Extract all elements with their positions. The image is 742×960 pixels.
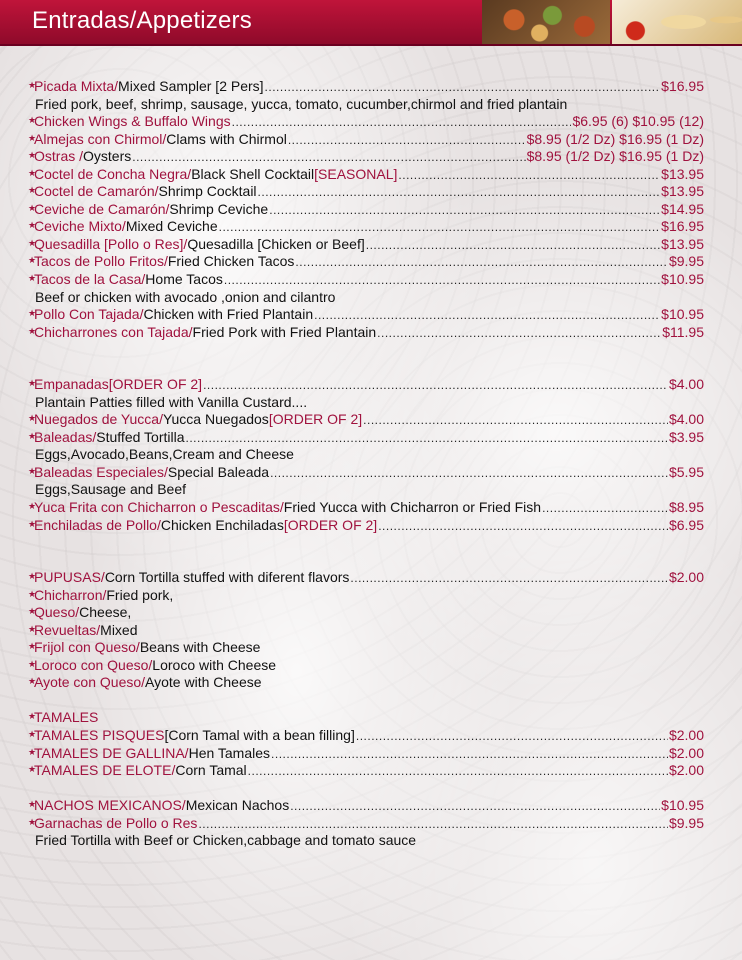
menu-item bbox=[28, 464, 704, 482]
section-spacer bbox=[28, 534, 704, 569]
item-spanish-name: TAMALES DE GALLINA/ bbox=[34, 744, 189, 761]
item-english-name: Shrimp Ceviche bbox=[169, 200, 269, 217]
dot-leader bbox=[269, 202, 660, 220]
menu-item bbox=[28, 78, 704, 96]
item-english-name: Stuffed Tortilla bbox=[96, 428, 185, 445]
item-price: $6.95 (6) $10.95 (12) bbox=[572, 113, 704, 130]
page-title: Entradas/Appetizers bbox=[32, 7, 252, 34]
dot-leader bbox=[186, 430, 668, 448]
item-english-name: Home Tacos bbox=[145, 271, 223, 288]
section-spacer bbox=[28, 780, 704, 798]
menu-header bbox=[0, 0, 742, 46]
item-price: $16.95 bbox=[661, 78, 704, 94]
item-description: Beef or chicken with avocado ,onion and cilantro bbox=[35, 288, 336, 305]
item-spanish-name: Chicharrones con Tajada/ bbox=[34, 323, 193, 340]
item-english-name: Cheese, bbox=[79, 604, 132, 621]
star-icon: ★ bbox=[28, 571, 37, 582]
menu-item bbox=[28, 499, 704, 517]
item-spanish-name: Frijol con Queso/ bbox=[34, 639, 140, 656]
star-icon: ★ bbox=[28, 80, 37, 90]
star-icon: ★ bbox=[28, 764, 37, 775]
item-english-name: Loroco with Cheese bbox=[152, 656, 277, 673]
item-english-name: Fried Pork with Fried Plantain bbox=[192, 323, 377, 340]
item-price: $16.95 bbox=[661, 218, 704, 235]
item-english-name: Black Shell Cocktail bbox=[191, 165, 315, 182]
item-price: $6.95 bbox=[668, 516, 704, 533]
star-icon: ★ bbox=[28, 220, 37, 231]
item-spanish-name: Garnachas de Pollo o Res bbox=[34, 814, 198, 831]
item-english-name: Yucca Nuegados bbox=[162, 411, 269, 428]
item-english-name: Chicken Enchiladas bbox=[160, 516, 284, 533]
item-note: [ORDER OF 2] bbox=[268, 411, 363, 428]
item-price: $8.95 (1/2 Dz) $16.95 (1 Dz) bbox=[526, 148, 704, 165]
star-icon: ★ bbox=[28, 711, 37, 722]
item-english-name: Corn Tamal bbox=[175, 762, 247, 779]
item-english-name: Hen Tamales bbox=[188, 744, 271, 761]
star-icon: ★ bbox=[28, 255, 37, 266]
item-spanish-name: Empanadas bbox=[34, 376, 109, 393]
star-icon: ★ bbox=[28, 501, 37, 512]
dot-leader bbox=[270, 465, 668, 483]
menu-item bbox=[28, 657, 704, 675]
dot-leader bbox=[356, 728, 668, 746]
star-icon: ★ bbox=[28, 202, 37, 213]
item-spanish-name: Loroco con Queso/ bbox=[34, 656, 153, 673]
menu-item bbox=[28, 166, 704, 184]
dot-leader bbox=[542, 500, 668, 518]
menu-item bbox=[28, 324, 704, 342]
dot-leader bbox=[314, 307, 660, 325]
item-spanish-name: Enchiladas de Pollo/ bbox=[34, 516, 161, 533]
item-english-name: Beans with Cheese bbox=[139, 639, 261, 656]
star-icon: ★ bbox=[28, 273, 37, 284]
dot-leader bbox=[132, 149, 525, 167]
star-icon: ★ bbox=[28, 676, 37, 687]
item-note: [ORDER OF 2] bbox=[283, 516, 378, 533]
item-spanish-name: Ayote con Queso/ bbox=[34, 674, 146, 691]
appetizer-platter-photo bbox=[482, 0, 610, 44]
menu-item bbox=[28, 709, 704, 727]
menu-item bbox=[28, 674, 704, 692]
item-spanish-name: Baleadas/ bbox=[34, 428, 97, 445]
item-spanish-name: Ceviche Mixto/ bbox=[34, 218, 126, 235]
dot-leader bbox=[224, 272, 660, 290]
dot-leader bbox=[350, 570, 668, 588]
star-icon: ★ bbox=[28, 799, 37, 810]
menu-list bbox=[28, 78, 704, 850]
dot-leader bbox=[366, 237, 660, 255]
star-icon: ★ bbox=[28, 658, 37, 669]
item-spanish-name: Chicken Wings & Buffalo Wings bbox=[34, 113, 231, 130]
item-price: $9.95 bbox=[668, 814, 704, 831]
item-spanish-name: Nuegados de Yucca/ bbox=[34, 411, 163, 428]
star-icon: ★ bbox=[28, 308, 37, 319]
star-icon: ★ bbox=[28, 465, 37, 476]
item-description: Fried Tortilla with Beef or Chicken,cabbage and tomato sauce bbox=[35, 832, 417, 849]
star-icon: ★ bbox=[28, 115, 37, 126]
star-icon: ★ bbox=[28, 430, 37, 441]
dot-leader bbox=[258, 184, 661, 202]
menu-item bbox=[28, 815, 704, 833]
item-english-name: Corn Tortilla stuffed with diferent flavors bbox=[104, 569, 350, 586]
star-icon: ★ bbox=[28, 641, 37, 652]
item-spanish-name: Picada Mixta/ bbox=[34, 78, 119, 94]
menu-item bbox=[28, 218, 704, 236]
pupusa-plate-photo bbox=[612, 0, 742, 44]
menu-item bbox=[28, 113, 704, 131]
item-spanish-name: Almejas con Chirmol/ bbox=[34, 130, 167, 147]
menu-item bbox=[28, 271, 704, 289]
star-icon: ★ bbox=[28, 378, 37, 389]
dot-leader bbox=[363, 412, 668, 430]
item-spanish-name: Revueltas/ bbox=[34, 621, 101, 638]
item-description: Eggs,Avocado,Beans,Cream and Cheese bbox=[35, 446, 294, 463]
item-price: $10.95 bbox=[661, 797, 704, 814]
item-price: $4.00 bbox=[668, 411, 704, 428]
star-icon: ★ bbox=[28, 746, 37, 757]
item-price: $10.95 bbox=[661, 306, 704, 323]
item-price: $5.95 bbox=[668, 463, 704, 480]
item-description: Plantain Patties filled with Vanilla Custard.... bbox=[35, 393, 308, 410]
item-spanish-name: Queso/ bbox=[34, 604, 80, 621]
item-spanish-name: Tacos de la Casa/ bbox=[34, 271, 146, 288]
star-icon: ★ bbox=[28, 518, 37, 529]
item-spanish-name: Coctel de Camarón/ bbox=[34, 183, 159, 200]
item-price: $9.95 bbox=[668, 253, 704, 270]
dot-leader bbox=[295, 254, 668, 272]
item-spanish-name: TAMALES PISQUES bbox=[34, 727, 165, 743]
menu-item bbox=[28, 587, 704, 605]
menu-item bbox=[28, 148, 704, 166]
item-price: $8.95 (1/2 Dz) $16.95 (1 Dz) bbox=[526, 130, 704, 147]
item-spanish-name: PUPUSAS/ bbox=[34, 569, 105, 586]
dot-leader bbox=[271, 746, 668, 764]
item-spanish-name: NACHOS MEXICANOS/ bbox=[34, 797, 186, 814]
item-description: Fried pork, beef, shrimp, sausage, yucca, tomato, cucumber,chirmol and fried plantain bbox=[35, 95, 568, 112]
item-price: $2.00 bbox=[668, 569, 704, 586]
dot-leader bbox=[290, 798, 660, 816]
item-spanish-name: Quesadilla [Pollo o Res]/ bbox=[34, 235, 188, 252]
item-english-name: Fried Chicken Tacos bbox=[167, 253, 295, 270]
star-icon: ★ bbox=[28, 606, 37, 617]
item-price: $10.95 bbox=[661, 271, 704, 288]
item-english-name: Mexican Nachos bbox=[185, 797, 290, 814]
star-icon: ★ bbox=[28, 132, 37, 143]
item-english-name: Mixed Sampler [2 Pers] bbox=[118, 78, 264, 94]
item-spanish-name: Ostras / bbox=[34, 148, 84, 165]
star-icon: ★ bbox=[28, 325, 37, 336]
dot-leader bbox=[398, 167, 660, 185]
menu-item bbox=[28, 639, 704, 657]
item-spanish-name: Baleadas Especiales/ bbox=[34, 463, 168, 480]
item-english-name: [Corn Tamal with a bean filling] bbox=[164, 727, 355, 743]
item-price: $13.95 bbox=[661, 235, 704, 252]
item-price: $2.00 bbox=[668, 727, 704, 743]
item-description: Eggs,Sausage and Beef bbox=[35, 481, 187, 498]
star-icon: ★ bbox=[28, 816, 37, 827]
dot-leader bbox=[198, 816, 668, 834]
item-english-name: Mixed bbox=[100, 621, 138, 638]
item-note: [SEASONAL] bbox=[314, 165, 398, 182]
star-icon: ★ bbox=[28, 185, 37, 196]
item-price: $2.00 bbox=[668, 762, 704, 779]
item-spanish-name: Ceviche de Camarón/ bbox=[34, 200, 170, 217]
star-icon: ★ bbox=[28, 150, 37, 161]
item-english-name: Quesadilla [Chicken or Beef] bbox=[187, 235, 365, 252]
item-english-name: Clams with Chirmol bbox=[166, 130, 287, 147]
item-price: $13.95 bbox=[661, 165, 704, 182]
item-price: $2.00 bbox=[668, 744, 704, 761]
menu-item bbox=[28, 604, 704, 622]
item-english-name: Fried pork, bbox=[106, 586, 174, 603]
section-spacer bbox=[28, 692, 704, 710]
menu-item bbox=[28, 183, 704, 201]
star-icon: ★ bbox=[28, 413, 37, 424]
dot-leader bbox=[378, 518, 668, 536]
item-english-name: Ayote with Cheese bbox=[145, 674, 262, 691]
item-english-name: Mixed Ceviche bbox=[125, 218, 218, 235]
star-icon: ★ bbox=[28, 588, 37, 599]
menu-item bbox=[28, 797, 704, 815]
menu-item bbox=[28, 236, 704, 254]
menu-item bbox=[28, 253, 704, 271]
item-english-name: Special Baleada bbox=[167, 463, 270, 480]
item-price: $3.95 bbox=[668, 428, 704, 445]
item-english-name: Fried Yucca with Chicharron or Fried Fish bbox=[283, 499, 542, 516]
item-spanish-name: TAMALES bbox=[34, 709, 99, 726]
item-spanish-name: Tacos de Pollo Fritos/ bbox=[34, 253, 168, 270]
item-spanish-name: TAMALES DE ELOTE/ bbox=[34, 762, 176, 779]
dot-leader bbox=[265, 79, 661, 97]
menu-item bbox=[28, 517, 704, 535]
item-price: $14.95 bbox=[661, 200, 704, 217]
menu-item bbox=[28, 201, 704, 219]
menu-item bbox=[28, 429, 704, 447]
item-note: [ORDER OF 2] bbox=[108, 376, 203, 393]
dot-leader bbox=[219, 219, 661, 237]
menu-item bbox=[28, 762, 704, 780]
menu-item bbox=[28, 622, 704, 640]
menu-item bbox=[28, 411, 704, 429]
menu-item bbox=[28, 569, 704, 587]
item-spanish-name: Yuca Frita con Chicharron o Pescaditas/ bbox=[34, 499, 284, 516]
star-icon: ★ bbox=[28, 623, 37, 634]
item-price: $11.95 bbox=[662, 323, 704, 340]
item-price: $4.00 bbox=[668, 376, 704, 393]
dot-leader bbox=[288, 132, 526, 150]
item-spanish-name: Chicharron/ bbox=[34, 586, 107, 603]
star-icon: ★ bbox=[28, 167, 37, 178]
dot-leader bbox=[232, 114, 572, 132]
item-english-name: Shrimp Cocktail bbox=[158, 183, 257, 200]
menu-item bbox=[28, 745, 704, 763]
item-price: $13.95 bbox=[661, 183, 704, 200]
item-price: $8.95 bbox=[668, 499, 704, 516]
dot-leader bbox=[203, 377, 668, 395]
section-spacer bbox=[28, 341, 704, 376]
menu-item bbox=[28, 376, 704, 394]
item-spanish-name: Pollo Con Tajada/ bbox=[34, 306, 144, 323]
item-spanish-name: Coctel de Concha Negra/ bbox=[34, 165, 192, 182]
dot-leader bbox=[377, 325, 661, 343]
star-icon: ★ bbox=[28, 237, 37, 248]
item-english-name: Chicken with Fried Plantain bbox=[143, 306, 314, 323]
item-english-name: Oysters bbox=[83, 148, 132, 165]
dot-leader bbox=[248, 763, 668, 781]
menu-item bbox=[28, 727, 704, 745]
menu-item bbox=[28, 306, 704, 324]
star-icon: ★ bbox=[28, 729, 37, 739]
menu-item bbox=[28, 131, 704, 149]
